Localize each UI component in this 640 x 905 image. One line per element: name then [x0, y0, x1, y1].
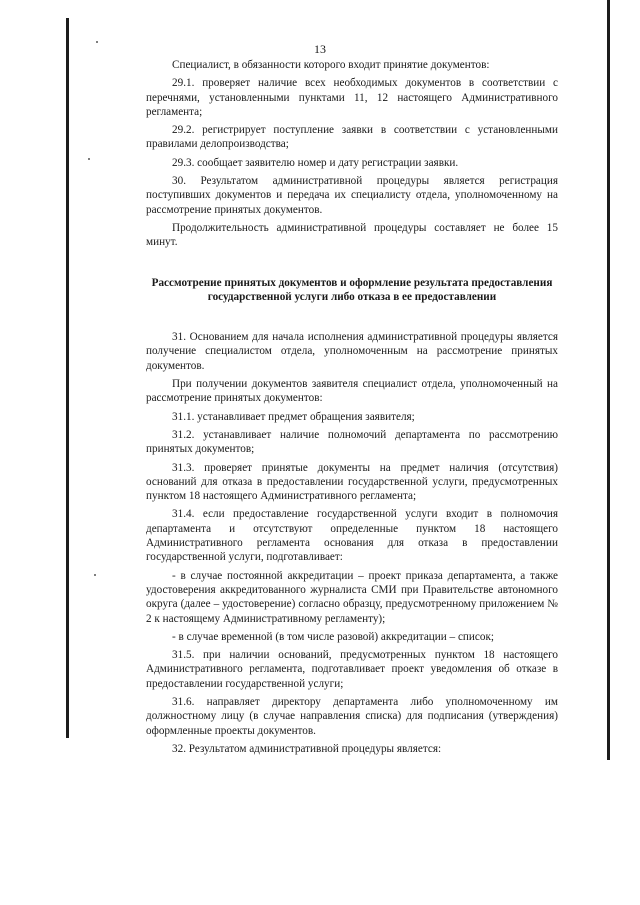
paragraph: 31.3. проверяет принятые документы на предмет наличия (отсутствия) оснований для отказа в предоставлении государственной услуги, предусмотренных пунктом 18 настоящего Административного регламента; [146, 461, 558, 503]
scan-left-edge [66, 18, 69, 738]
document-body [146, 58, 558, 756]
scan-speck [88, 158, 90, 160]
paragraphs-top [146, 58, 558, 250]
paragraph: 29.3. сообщает заявителю номер и дату регистрации заявки. [172, 156, 459, 169]
section-heading: Рассмотрение принятых документов и оформление результата предоставления государственной услуги либо отказа в ее предоставлении [151, 276, 553, 303]
paragraph: - в случае постоянной аккредитации – проект приказа департамента, а также удостоверения аккредитованного журналиста СМИ при Правительстве автономного округа (далее – удостоверение) согласно образцу, предусмотренному приложением № 2 к настоящему Административному регламенту); [146, 569, 558, 625]
paragraph: 29.2. регистрирует поступление заявки в соответствии с установленными правилами делопроизводства; [146, 124, 558, 151]
paragraph: 30. Результатом административной процедуры является регистрация поступивших документов и передача их специалисту отдела, уполномоченному на рассмотрение принятых документов. [146, 175, 558, 216]
paragraph: 31.5. при наличии оснований, предусмотренных пунктом 18 настоящего Административного регламента, подготавливает проект уведомления об отказе в предоставлении государственной услуги; [146, 649, 558, 690]
page-number: 13 [314, 42, 326, 56]
paragraph: При получении документов заявителя специалист отдела, уполномоченный на рассмотрение принятых документов: [146, 378, 558, 405]
paragraph: 31. Основанием для начала исполнения административной процедуры является получение специалистом отдела, уполномоченным на рассмотрение принятых документов. [146, 331, 558, 372]
paragraphs-bottom [146, 330, 558, 756]
paragraph: - в случае временной (в том числе разовой) аккредитации – список; [172, 630, 494, 643]
paragraph: Специалист, в обязанности которого входит принятие документов: [172, 59, 490, 71]
scan-right-edge [607, 0, 610, 760]
paragraph: 31.6. направляет директору департамента либо уполномоченному им должностному лицу (в случае направления списка) для подписания (утверждения) оформленные проекты документов. [146, 695, 558, 737]
scan-speck [94, 574, 96, 576]
paragraph: 31.1. устанавливает предмет обращения заявителя; [172, 410, 415, 423]
paragraph: Продолжительность административной процедуры составляет не более 15 минут. [146, 221, 558, 249]
paragraph: 31.2. устанавливает наличие полномочий департамента по рассмотрению принятых документов; [146, 428, 558, 456]
paragraph: 31.4. если предоставление государственной услуги входит в полномочия департамента и отсутствуют определенные пунктом 18 настоящего Административного регламента основания для отказа в предоставлении государственной услуги, подготавливает: [146, 508, 558, 564]
paragraph: 32. Результатом административной процедуры является: [172, 742, 442, 755]
paragraph: 29.1. проверяет наличие всех необходимых документов в соответствии с перечнями, установленными пунктами 11, 12 настоящего Административного регламента; [146, 77, 558, 118]
